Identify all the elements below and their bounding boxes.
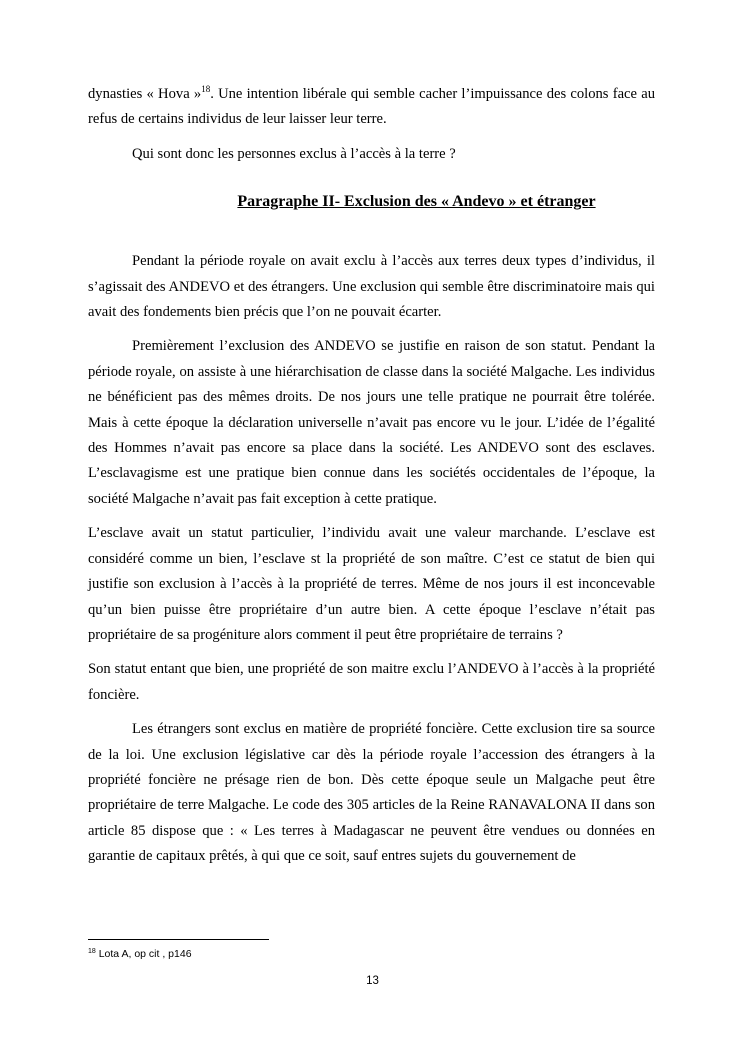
paragraph-intro: Pendant la période royale on avait exclu à l’accès aux terres deux types d’individus, il s’agissait des ANDEVO et des étrangers. Une exclusion qui semble être discriminatoire mais qui avait des fondements bien précis que l’on ne pouvait écarter. (88, 253, 655, 321)
footnote-divider (88, 939, 269, 940)
footnote-number: 18 (88, 948, 96, 955)
paragraph-foreigners: Les étrangers sont exclus en matière de propriété foncière. Cette exclusion tire sa source de la loi. Une exclusion législative car dès la période royale l’accession des étrangers à la propriété foncière ne présage rien de bon. Dès cette époque seule un Malgache peut être propriétaire de terre Malgache. Le code des 305 articles de la Reine RANAVALONA II dans son article 85 dispose que : « Les terres à Madagascar ne peuvent être vendues ou données en garantie de capitaux prêtés, à qui que ce soit, sauf entres sujets du gouvernement de (88, 721, 655, 865)
page-number: 13 (366, 975, 379, 987)
paragraph-andevo-conclusion: Son statut entant que bien, une propriété de son maitre exclu l’ANDEVO à l’accès à la propriété foncière. (88, 661, 655, 703)
paragraph-continuation-rest: . Une intention libérale qui semble cacher l’impuissance des colons face au refus de certains individus de leur laisser leur terre. (88, 86, 655, 128)
body-text (88, 82, 655, 870)
paragraph-andevo-status: Premièrement l’exclusion des ANDEVO se justifie en raison de son statut. Pendant la période royale, on assiste à une hiérarchisation de classe dans la société Malgache. Les individus ne bénéficient pas des mêmes droits. De nos jours une telle pratique ne pourrait être tolérée. Mais à cette époque la déclaration universelle n’avait pas encore vu le jour. L’idée de l’égalité des Hommes n’avait pas encore sa place dans la société. Les ANDEVO sont des esclaves. L’esclavagisme est une pratique bien connue dans les sociétés occidentales de l’époque, la société Malgache n’avait pas fait exception à cette pratique. (88, 338, 655, 507)
footnote-reference[interactable]: 18 (201, 84, 211, 94)
paragraph-slave-status: L’esclave avait un statut particulier, l’individu avait une valeur marchande. L’esclave est considéré comme un bien, l’esclave st la propriété de son maître. C’est ce statut de bien qui justifie son exclusion à l’accès à la propriété de terres. Même de nos jours il est inconcevable qu’un bien puisse être propriétaire d’un autre bien. A cette époque l’esclave n’était pas propriétaire de sa progéniture alors comment il peut être propriétaire de terrains ? (88, 525, 655, 643)
paragraph-continuation (88, 82, 655, 133)
paragraph-continuation-text: dynasties « Hova » (88, 86, 202, 102)
section-heading: Paragraphe II- Exclusion des « Andevo » et étranger (237, 193, 596, 211)
question-paragraph: Qui sont donc les personnes exclus à l’accès à la terre ? (132, 145, 456, 162)
footnote (88, 948, 192, 960)
footnote-text: Lota A, op cit , p146 (95, 948, 192, 960)
